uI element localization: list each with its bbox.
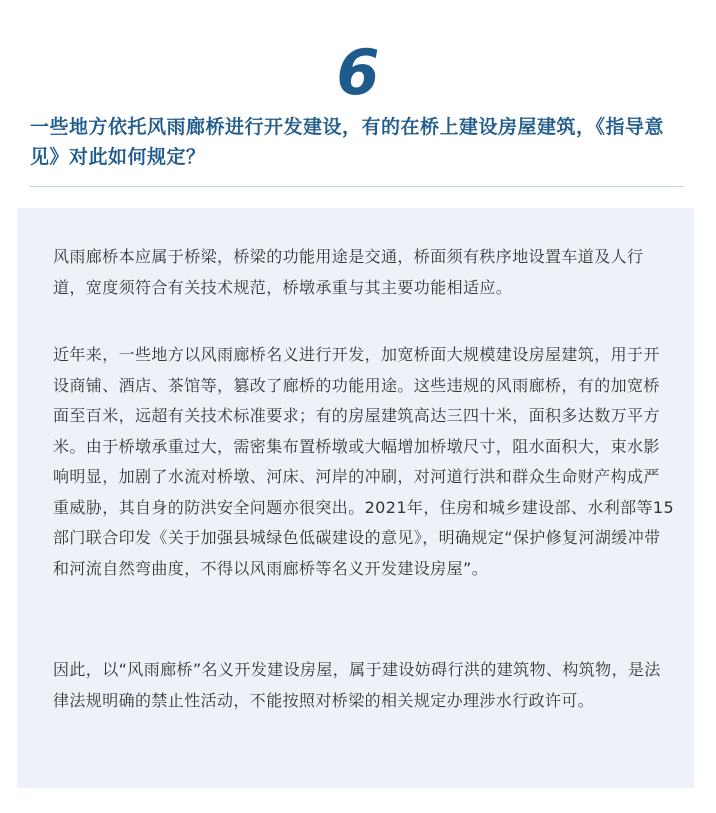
answer-paragraph-2: 近年来，一些地方以风雨廊桥名义进行开发，加宽桥面大规模建设房屋建筑，用于开设商铺、酒店、茶馆等，篡改了廊桥的功能用途。这些违规的风雨廊桥，有的加宽桥面至百米，远超有关技术标准要求；有的房屋建筑高达三四十米，面积多达数万平方米。由于桥墩承重过大，需密集布置桥墩或大幅增加桥墩尺寸，阻水面积大，束水影响明显，加剧了水流对桥墩、河床、河岸的冲刷，对河道行洪和群众生命财产构成严重威胁，其自身的防洪安全问题亦很突出。2021年，住房和城乡建设部、水利部等15部门联合印发《关于加强县城绿色低碳建设的意见》，明确规定“保护修复河湖缓冲带和河流自然弯曲度，不得以风雨廊桥等名义开发建设房屋”。: [53, 345, 675, 578]
answer-paragraph-3: 因此，以“风雨廊桥”名义开发建设房屋，属于建设妨碍行洪的建筑物、构筑物，是法律法规明确的禁止性活动，不能按照对桥梁的相关规定办理涉水行政许可。: [53, 660, 661, 710]
question-title: 一些地方依托风雨廊桥进行开发建设，有的在桥上建设房屋建筑，《指导意见》对此如何规定？: [30, 116, 665, 168]
answer-paragraph-1: 风雨廊桥本应属于桥梁，桥梁的功能用途是交通，桥面须有秩序地设置车道及人行道，宽度须符合有关技术规范，桥墩承重与其主要功能相适应。: [53, 247, 644, 297]
title-divider: [30, 186, 684, 187]
question-number: 6: [336, 36, 380, 109]
